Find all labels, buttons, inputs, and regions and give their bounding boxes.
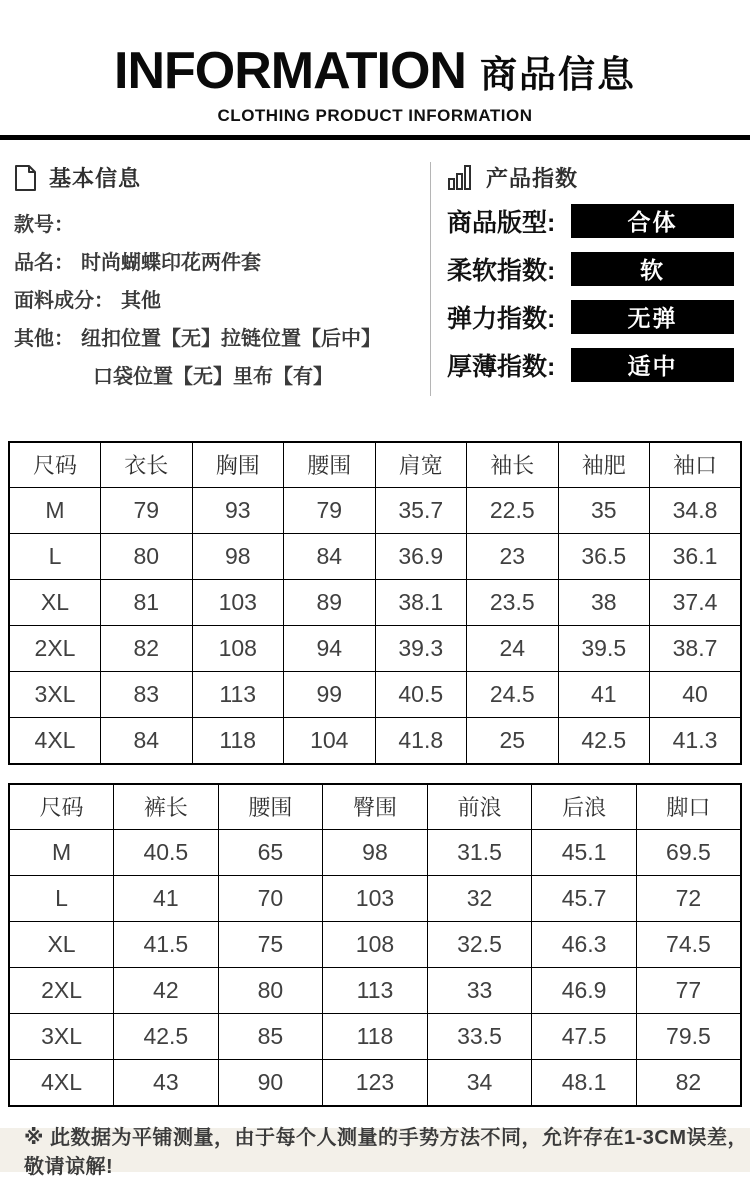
index-label: 商品版型: [447, 208, 556, 237]
field-label: 款号： [14, 214, 74, 237]
measurement-cell: 23.5 [467, 580, 559, 626]
measurement-cell: 83 [101, 672, 193, 718]
table-header-row [9, 784, 741, 830]
measurement-cell: 22.5 [467, 488, 559, 534]
column-header: 臀围 [323, 784, 428, 830]
measurement-cell: 82 [636, 1060, 741, 1106]
size-label-cell: L [9, 876, 114, 922]
table-row [9, 1060, 741, 1106]
field-value: 纽扣位置【无】拉链位置【后中】 [81, 328, 381, 351]
measurement-cell: 103 [323, 876, 428, 922]
field-value: 其他 [121, 290, 161, 313]
measurement-cell: 98 [323, 830, 428, 876]
measurement-cell: 80 [218, 968, 323, 1014]
measurement-cell: 65 [218, 830, 323, 876]
measurement-cell: 34 [427, 1060, 532, 1106]
measurement-cell: 94 [284, 626, 376, 672]
measurement-cell: 42.5 [114, 1014, 219, 1060]
index-row-fit [447, 204, 734, 238]
index-label: 厚薄指数: [447, 352, 556, 381]
measurement-cell: 118 [192, 718, 284, 764]
table-row [9, 830, 741, 876]
measurement-cell: 103 [192, 580, 284, 626]
measurement-cell: 25 [467, 718, 559, 764]
index-value-bar: 软 [571, 252, 734, 286]
measurement-cell: 38.1 [375, 580, 467, 626]
index-row-thickness [447, 348, 734, 382]
field-label: 面料成分： [14, 290, 114, 313]
measurement-cell: 40.5 [375, 672, 467, 718]
table-row [9, 1014, 741, 1060]
size-label-cell: XL [9, 922, 114, 968]
measurement-cell: 104 [284, 718, 376, 764]
measurement-cell: 77 [636, 968, 741, 1014]
page-subtitle: CLOTHING PRODUCT INFORMATION [217, 105, 533, 125]
index-label: 弹力指数: [447, 304, 556, 333]
measurement-cell: 89 [284, 580, 376, 626]
measurement-cell: 46.3 [532, 922, 637, 968]
table-header-row [9, 442, 741, 488]
size-label-cell: 3XL [9, 1014, 114, 1060]
measurement-cell: 99 [284, 672, 376, 718]
basic-info-panel [10, 162, 430, 396]
table-row [9, 534, 741, 580]
measurement-cell: 113 [323, 968, 428, 1014]
measurement-cell: 82 [101, 626, 193, 672]
measurement-cell: 40 [650, 672, 742, 718]
measurement-cell: 38 [558, 580, 650, 626]
size-label-cell: L [9, 534, 101, 580]
column-header: 胸围 [192, 442, 284, 488]
measurement-cell: 45.1 [532, 830, 637, 876]
measurement-cell: 47.5 [532, 1014, 637, 1060]
measurement-cell: 41.5 [114, 922, 219, 968]
product-index-header [447, 162, 734, 194]
measurement-cell: 98 [192, 534, 284, 580]
measurement-cell: 36.1 [650, 534, 742, 580]
measurement-cell: 75 [218, 922, 323, 968]
size-label-cell: 4XL [9, 1060, 114, 1106]
measurement-cell: 48.1 [532, 1060, 637, 1106]
measurement-cell: 108 [323, 922, 428, 968]
size-label-cell: 2XL [9, 626, 101, 672]
measurement-cell: 46.9 [532, 968, 637, 1014]
measurement-cell: 41 [558, 672, 650, 718]
measurement-cell: 32 [427, 876, 532, 922]
measurement-cell: 79 [101, 488, 193, 534]
table-row [9, 968, 741, 1014]
basic-info-title: 基本信息 [49, 166, 142, 192]
measurement-cell: 84 [101, 718, 193, 764]
column-header: 前浪 [427, 784, 532, 830]
column-header: 尺码 [9, 784, 114, 830]
measurement-cell: 72 [636, 876, 741, 922]
measurement-cell: 108 [192, 626, 284, 672]
measurement-disclaimer: ※ 此数据为平铺测量，由于每个人测量的手势方法不同，允许存在1-3CM误差，敬请谅解! [0, 1128, 750, 1172]
measurement-cell: 79.5 [636, 1014, 741, 1060]
measurement-cell: 33.5 [427, 1014, 532, 1060]
size-label-cell: 3XL [9, 672, 101, 718]
measurement-cell: 70 [218, 876, 323, 922]
measurement-cell: 42 [114, 968, 219, 1014]
table-row [9, 488, 741, 534]
measurement-cell: 38.7 [650, 626, 742, 672]
measurement-cell: 36.9 [375, 534, 467, 580]
column-header: 裤长 [114, 784, 219, 830]
bar-chart-icon [447, 164, 474, 192]
field-fabric [14, 280, 422, 318]
document-icon [14, 164, 37, 192]
size-label-cell: 4XL [9, 718, 101, 764]
table-row [9, 626, 741, 672]
title-english: INFORMATION [114, 42, 466, 100]
index-label: 柔软指数: [447, 256, 556, 285]
measurement-cell: 113 [192, 672, 284, 718]
column-header: 尺码 [9, 442, 101, 488]
column-header: 袖肥 [558, 442, 650, 488]
measurement-cell: 39.3 [375, 626, 467, 672]
measurement-cell: 43 [114, 1060, 219, 1106]
measurement-cell: 24.5 [467, 672, 559, 718]
table-row [9, 718, 741, 764]
measurement-cell: 35 [558, 488, 650, 534]
measurement-cell: 33 [427, 968, 532, 1014]
table-row [9, 580, 741, 626]
measurement-cell: 74.5 [636, 922, 741, 968]
index-value-bar: 适中 [571, 348, 734, 382]
page-header [0, 0, 750, 140]
measurement-cell: 123 [323, 1060, 428, 1106]
size-label-cell: 2XL [9, 968, 114, 1014]
field-other-line1 [14, 318, 422, 356]
measurement-cell: 37.4 [650, 580, 742, 626]
index-row-elasticity [447, 300, 734, 334]
table-row [9, 922, 741, 968]
measurement-cell: 81 [101, 580, 193, 626]
size-label-cell: M [9, 488, 101, 534]
measurement-cell: 31.5 [427, 830, 532, 876]
measurement-cell: 41 [114, 876, 219, 922]
measurement-cell: 34.8 [650, 488, 742, 534]
table-row [9, 672, 741, 718]
measurement-cell: 41.8 [375, 718, 467, 764]
column-header: 衣长 [101, 442, 193, 488]
index-value-bar: 合体 [571, 204, 734, 238]
measurement-cell: 24 [467, 626, 559, 672]
measurement-cell: 85 [218, 1014, 323, 1060]
measurement-cell: 41.3 [650, 718, 742, 764]
field-style-number [14, 204, 422, 242]
measurement-cell: 40.5 [114, 830, 219, 876]
field-value: 口袋位置【无】里布【有】 [93, 366, 333, 389]
product-index-title: 产品指数 [486, 166, 579, 192]
measurement-cell: 69.5 [636, 830, 741, 876]
measurement-cell: 42.5 [558, 718, 650, 764]
column-header: 袖长 [467, 442, 559, 488]
measurement-cell: 80 [101, 534, 193, 580]
measurement-cell: 32.5 [427, 922, 532, 968]
measurement-cell: 39.5 [558, 626, 650, 672]
field-value: 时尚蝴蝶印花两件套 [81, 252, 261, 275]
size-label-cell: M [9, 830, 114, 876]
size-table-bottom [8, 783, 742, 1107]
measurement-cell: 93 [192, 488, 284, 534]
measurement-cell: 90 [218, 1060, 323, 1106]
column-header: 肩宽 [375, 442, 467, 488]
field-label: 其他： [14, 328, 74, 351]
basic-info-header [14, 162, 422, 194]
measurement-cell: 35.7 [375, 488, 467, 534]
measurement-cell: 118 [323, 1014, 428, 1060]
field-product-name [14, 242, 422, 280]
info-section [0, 140, 750, 396]
column-header: 后浪 [532, 784, 637, 830]
column-header: 袖口 [650, 442, 742, 488]
table-row [9, 876, 741, 922]
index-value-bar: 无弹 [571, 300, 734, 334]
measurement-cell: 84 [284, 534, 376, 580]
title-chinese: 商品信息 [479, 54, 636, 96]
size-table-top [8, 441, 742, 765]
measurement-cell: 36.5 [558, 534, 650, 580]
page-title [0, 44, 750, 99]
measurement-cell: 79 [284, 488, 376, 534]
measurement-cell: 23 [467, 534, 559, 580]
column-header: 脚口 [636, 784, 741, 830]
index-row-softness [447, 252, 734, 286]
field-label: 品名： [14, 252, 74, 275]
column-header: 腰围 [218, 784, 323, 830]
product-index-panel [430, 162, 740, 396]
column-header: 腰围 [284, 442, 376, 488]
size-label-cell: XL [9, 580, 101, 626]
measurement-cell: 45.7 [532, 876, 637, 922]
field-other-line2 [14, 356, 422, 394]
